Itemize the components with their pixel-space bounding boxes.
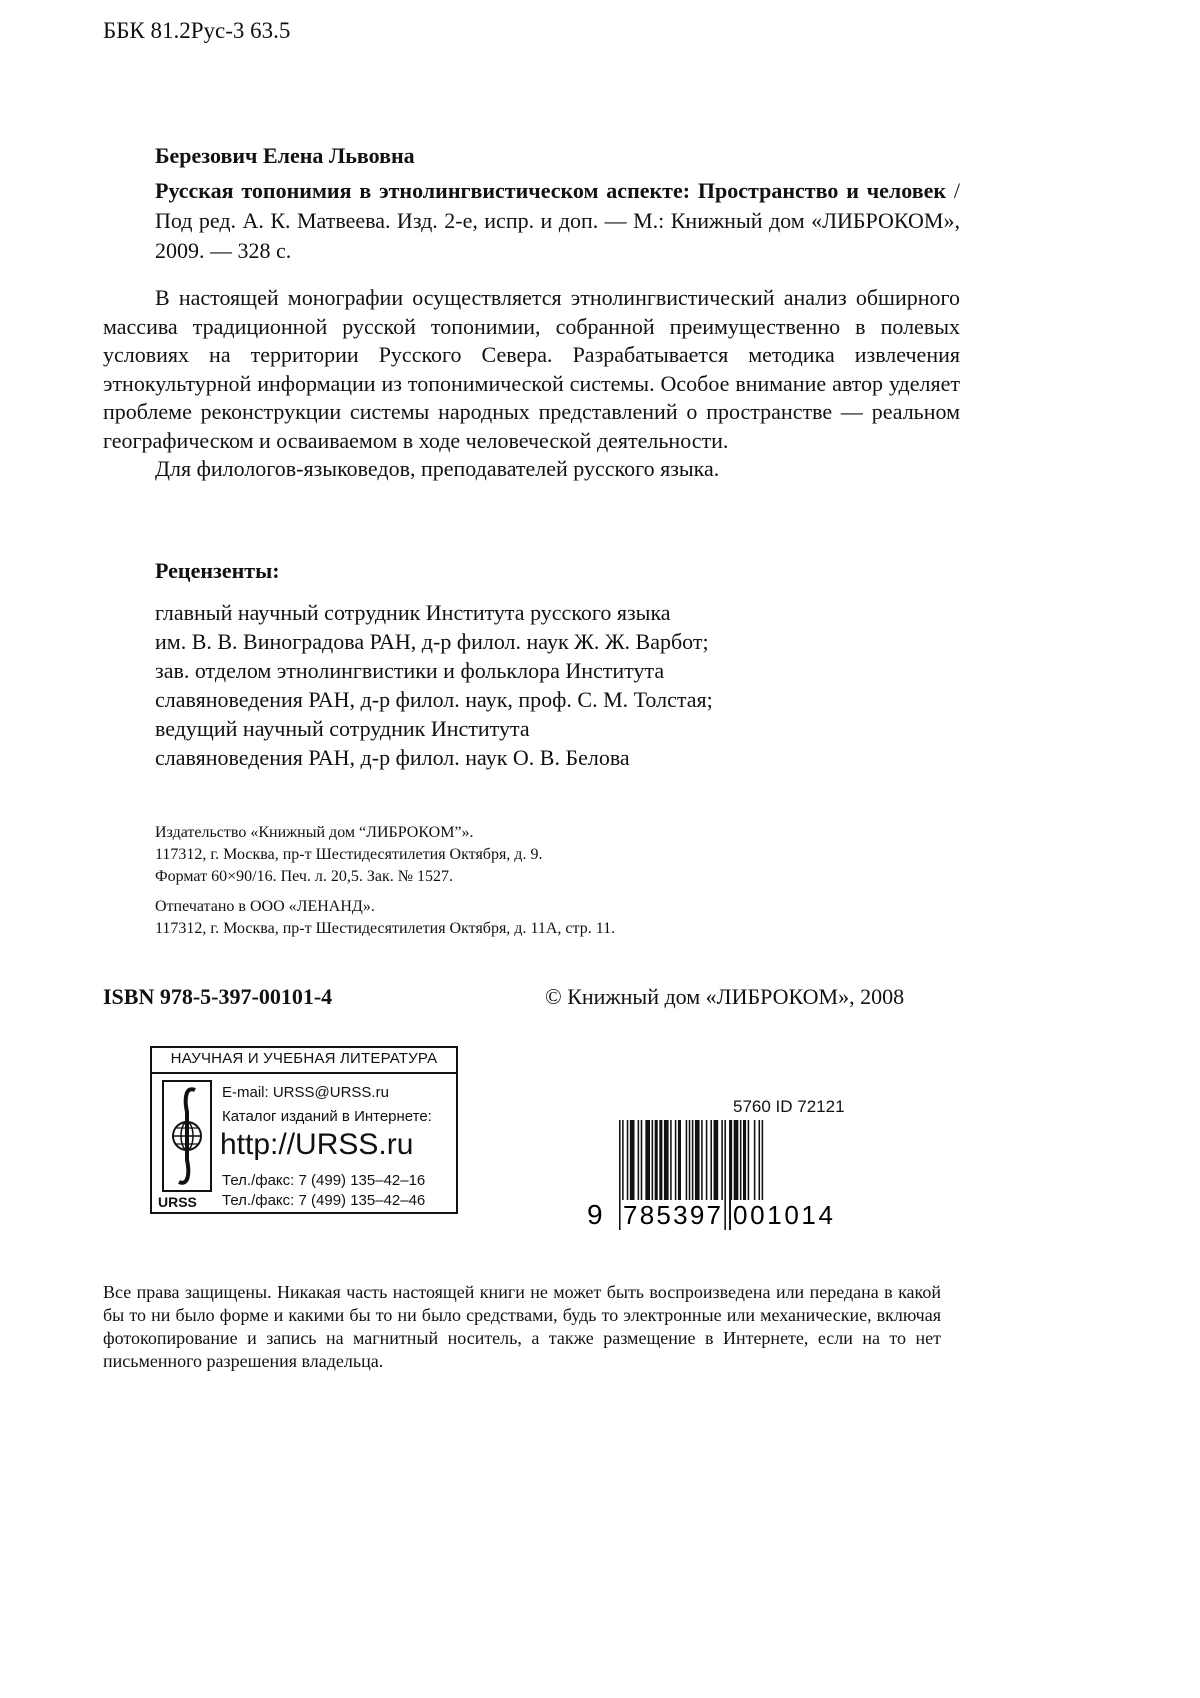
rights-notice: Все права защищены. Никакая часть настоящей книги не может быть воспроизведена или передана в какой бы то ни было форме и какими бы то ни было средствами, будь то электронные или механические, включая фотокопирование и запись на магнитный носитель, а также размещение в Интернете, если на то нет письменного разрешения владельца. [103,1282,941,1371]
print-format: Формат 60×90/16. Печ. л. 20,5. Зак. № 1527. [155,868,454,885]
barcode-digits-left: 785397 [623,1200,721,1230]
bibliographic-details: / Под ред. А. К. Матвеева. Изд. 2-е, испр. и доп. — М.: Книжный дом «ЛИБРОКОМ», 2009. — 328 с. [155,178,960,263]
barcode-id: 5760 ID 72121 [733,1097,845,1116]
book-title: Русская топонимия в этнолингвистическом аспекте: Пространство и человек [155,178,947,203]
reviewer-line: славяноведения РАН, д-р филол. наук О. В. Белова [155,745,630,770]
contact-box-header: НАУЧНАЯ И УЧЕБНАЯ ЛИТЕРАТУРА [170,1050,438,1067]
annotation-paragraph: В настоящей монографии осуществляется этнолингвистический анализ обширного массива традиционной русской топонимии, собранной преимущественно в полевых условиях на территории Русского Севера. Разрабатывается методика извлечения этнокультурной информации из топонимической системы. Особое внимание автор уделяет проблеме реконструкции системы народных представлений о пространстве — реальном географическом и осваиваемом в ходе человеческой деятельности. [103,285,960,453]
imprint-block [155,822,615,940]
copyright-notice: © Книжный дом «ЛИБРОКОМ», 2008 [545,984,905,1009]
reviewer-line: им. В. В. Виноградова РАН, д-р филол. наук Ж. Ж. Варбот; [155,629,709,654]
publisher-address: 117312, г. Москва, пр-т Шестидесятилетия Октября, д. 9. [155,846,543,863]
barcode-bar [619,1120,621,1230]
bbk-code: ББК 81.2Рус-3 63.5 [103,18,291,43]
urss-logo [162,1080,212,1192]
website-url: http://URSS.ru [220,1128,414,1161]
audience-paragraph: Для филологов-языковедов, преподавателей русского языка. [155,456,720,481]
reviewers-heading: Рецензенты: [155,558,280,583]
barcode-digits-right: 001014 [733,1200,833,1230]
phone-fax-2: Тел./факс: 7 (499) 135–42–46 [222,1192,426,1209]
reviewer-line: славяноведения РАН, д-р филол. наук, проф. С. М. Толстая; [155,687,713,712]
reviewer-line: зав. отделом этнолингвистики и фольклора Института [155,658,665,683]
bibliographic-record [155,176,960,266]
isbn: ISBN 978-5-397-00101-4 [103,984,333,1009]
reviewer-line: главный научный сотрудник Института русского языка [155,600,671,625]
divider [152,1072,456,1074]
phone-fax-1: Тел./факс: 7 (499) 135–42–16 [222,1172,426,1189]
reviewers-list [155,598,915,772]
urss-logo-label: URSS [158,1194,197,1210]
isbn-barcode [585,1120,855,1230]
printer-name: Отпечатано в ООО «ЛЕНАНД». [155,898,375,915]
contact-email: E-mail: URSS@URSS.ru [222,1084,389,1101]
globe-integral-icon [164,1082,210,1190]
printer-address: 117312, г. Москва, пр-т Шестидесятилетия Октября, д. 11А, стр. 11. [155,920,616,937]
author-name: Березович Елена Львовна [155,143,415,168]
barcode-bar [724,1120,726,1230]
reviewer-line: ведущий научный сотрудник Института [155,716,530,741]
publisher-contact-box [150,1046,458,1214]
publisher-name: Издательство «Книжный дом “ЛИБРОКОМ”». [155,824,474,841]
catalog-label: Каталог изданий в Интернете: [222,1108,432,1125]
barcode-first-digit: 9 [587,1199,603,1230]
annotation [103,284,960,484]
